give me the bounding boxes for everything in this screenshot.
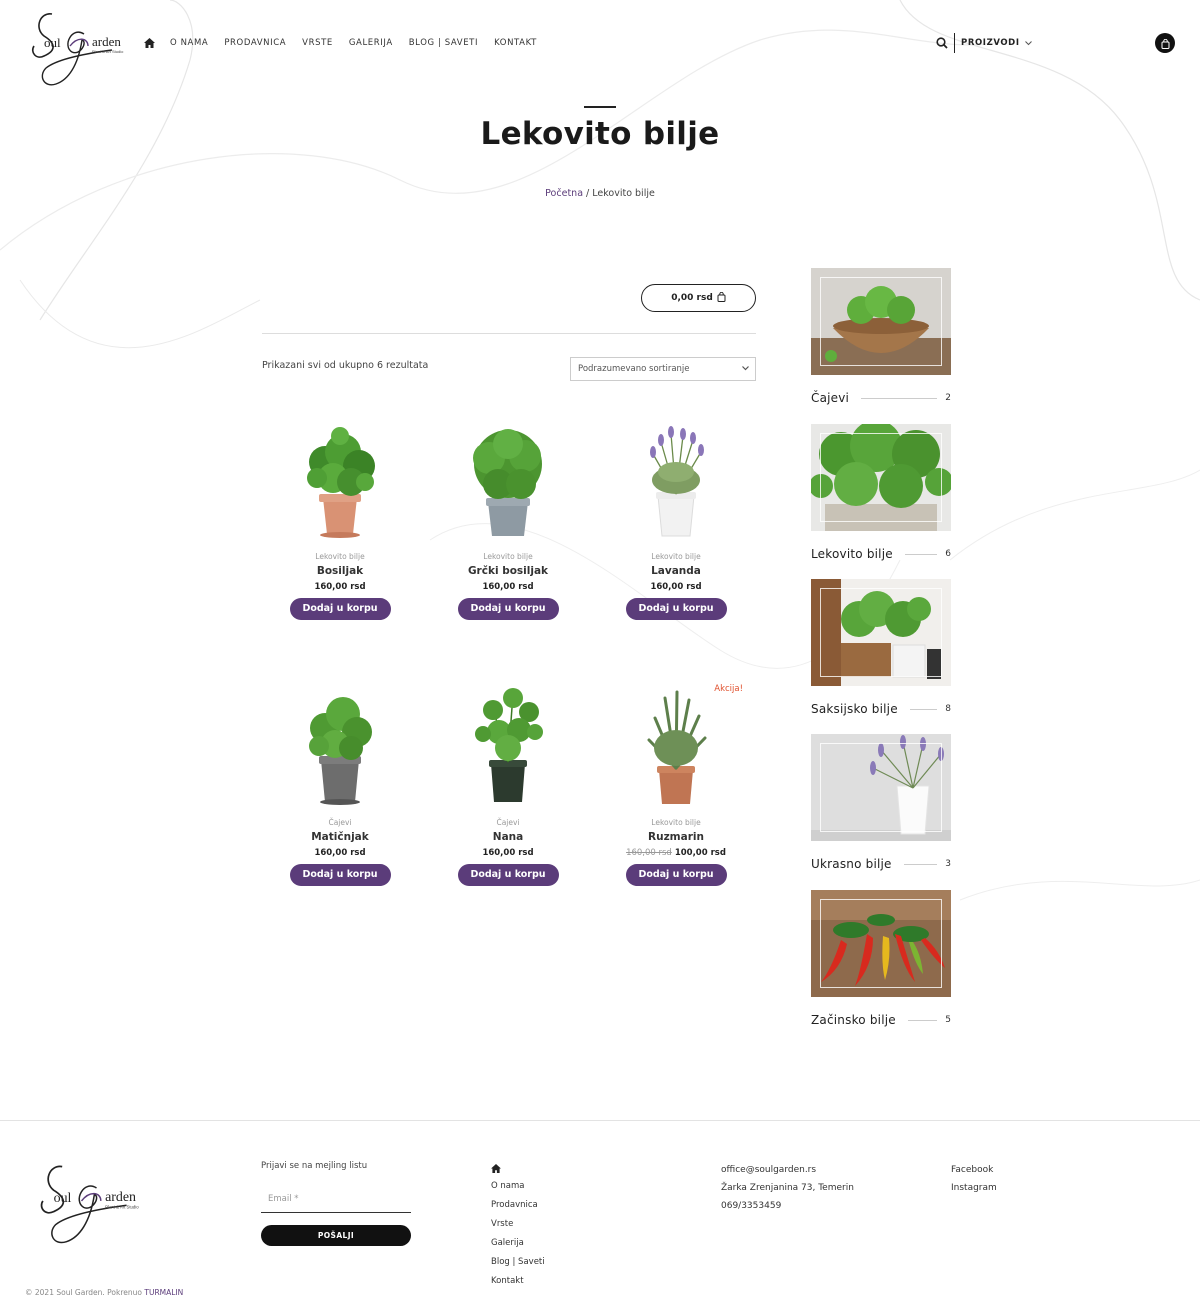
footer-logo[interactable] <box>30 1156 148 1248</box>
product-category: Lekovito bilje <box>483 552 533 561</box>
add-to-cart-button[interactable]: Dodaj u korpu <box>290 864 391 886</box>
header-tools <box>936 34 1032 52</box>
category-image[interactable] <box>811 890 951 997</box>
mini-cart-total: 0,00 rsd <box>671 293 713 303</box>
search-icon[interactable] <box>936 34 948 53</box>
category-count: 8 <box>945 704 951 714</box>
product-name[interactable]: Lavanda <box>651 565 701 577</box>
footer-links <box>491 1158 545 1286</box>
copyright <box>25 1288 183 1297</box>
contact-email[interactable]: office@soulgarden.rs <box>721 1165 817 1175</box>
footer-link-o-nama[interactable]: O nama <box>491 1181 525 1191</box>
product-price <box>433 582 583 592</box>
svg-text:arden: arden <box>105 1189 137 1205</box>
nav-galerija[interactable]: GALERIJA <box>348 38 393 48</box>
divider <box>954 33 955 53</box>
breadcrumb-current: Lekovito bilje <box>592 188 655 199</box>
footer-social <box>951 1161 997 1197</box>
product-category: Lekovito bilje <box>651 552 701 561</box>
footer-link-vrste[interactable]: Vrste <box>491 1219 514 1229</box>
product-card <box>265 688 415 886</box>
shop-divider <box>262 333 756 334</box>
product-price <box>265 848 415 858</box>
shopping-bag-icon <box>1161 34 1170 53</box>
breadcrumb-home[interactable]: Početna <box>545 188 584 199</box>
product-card <box>601 684 751 886</box>
category-image[interactable] <box>811 424 951 531</box>
product-image[interactable] <box>285 422 395 540</box>
product-image[interactable] <box>621 688 731 806</box>
product-price <box>601 582 751 592</box>
footer-link-galerija[interactable]: Galerija <box>491 1238 524 1248</box>
product-price <box>601 848 751 858</box>
category-card-zacinsko-bilje[interactable] <box>811 890 951 1027</box>
chevron-down-icon[interactable] <box>1025 39 1032 48</box>
category-count: 2 <box>945 393 951 403</box>
newsletter-send-button[interactable]: POŠALJI <box>261 1225 411 1246</box>
product-name[interactable]: Nana <box>492 831 524 843</box>
category-card-ukrasno-bilje[interactable] <box>811 734 951 871</box>
product-price <box>265 582 415 592</box>
product-current-price: 160,00 rsd <box>314 582 366 592</box>
product-price <box>433 848 583 858</box>
svg-text:arden: arden <box>92 34 121 49</box>
product-current-price: 160,00 rsd <box>482 582 534 592</box>
breadcrumb-separator: / <box>583 188 593 199</box>
main-nav <box>144 36 553 50</box>
product-current-price: 160,00 rsd <box>650 582 702 592</box>
category-image[interactable] <box>811 734 951 841</box>
product-name[interactable]: Matičnjak <box>311 831 369 843</box>
category-card-lekovito-bilje[interactable] <box>811 424 951 561</box>
sort-selected-value: Podrazumevano sortiranje <box>578 364 690 374</box>
products-menu[interactable]: PROIZVODI <box>961 38 1020 48</box>
product-card <box>265 422 415 620</box>
product-image[interactable] <box>285 688 395 806</box>
footer-divider <box>0 1120 1200 1121</box>
newsletter-label: Prijavi se na mejling listu <box>261 1161 368 1171</box>
home-icon[interactable] <box>144 36 158 50</box>
nav-o-nama[interactable]: O NAMA <box>170 38 209 48</box>
category-name[interactable]: Čajevi <box>811 391 850 405</box>
svg-text:Plant & Art Studio: Plant & Art Studio <box>105 1204 139 1210</box>
category-image[interactable] <box>811 579 951 686</box>
contact-address: Žarka Zrenjanina 73, Temerin <box>721 1183 854 1193</box>
nav-vrste[interactable]: VRSTE <box>302 38 333 48</box>
footer-link-prodavnica[interactable]: Prodavnica <box>491 1200 538 1210</box>
category-name[interactable]: Začinsko bilje <box>811 1013 896 1027</box>
product-category: Čajevi <box>328 818 352 827</box>
add-to-cart-button[interactable]: Dodaj u korpu <box>626 598 727 620</box>
svg-text:Plant & Art Studio: Plant & Art Studio <box>92 49 124 54</box>
footer-link-kontakt[interactable]: Kontakt <box>491 1276 524 1286</box>
chevron-down-icon <box>742 364 749 374</box>
product-card <box>433 688 583 886</box>
social-instagram-link[interactable]: Instagram <box>951 1183 997 1193</box>
title-accent-line <box>584 106 616 108</box>
svg-text:oul: oul <box>44 35 61 50</box>
add-to-cart-button[interactable]: Dodaj u korpu <box>458 864 559 886</box>
category-count: 6 <box>945 549 951 559</box>
site-logo[interactable] <box>22 6 132 88</box>
add-to-cart-button[interactable]: Dodaj u korpu <box>626 864 727 886</box>
page-title: Lekovito bilje <box>480 116 720 152</box>
product-current-price: 160,00 rsd <box>482 848 534 858</box>
product-image[interactable] <box>453 688 563 806</box>
category-count: 3 <box>945 859 951 869</box>
home-icon[interactable] <box>491 1158 545 1177</box>
product-name[interactable]: Ruzmarin <box>648 831 704 843</box>
product-image[interactable] <box>453 422 563 540</box>
copyright-text: © 2021 Soul Garden. Pokrenuo <box>25 1288 145 1297</box>
category-image[interactable] <box>811 268 951 375</box>
sort-select[interactable] <box>570 357 756 381</box>
product-image[interactable] <box>621 422 731 540</box>
category-name[interactable]: Saksijsko bilje <box>811 702 898 716</box>
copyright-brand-link[interactable]: TURMALIN <box>144 1288 184 1297</box>
product-current-price: 160,00 rsd <box>314 848 366 858</box>
add-to-cart-button[interactable]: Dodaj u korpu <box>458 598 559 620</box>
breadcrumb <box>0 188 1200 199</box>
add-to-cart-button[interactable]: Dodaj u korpu <box>290 598 391 620</box>
category-name[interactable]: Lekovito bilje <box>811 547 893 561</box>
category-card-saksijsko-bilje[interactable] <box>811 579 951 716</box>
nav-prodavnica[interactable]: PRODAVNICA <box>224 38 287 48</box>
product-current-price: 100,00 rsd <box>674 848 726 858</box>
contact-phone[interactable]: 069/3353459 <box>721 1201 782 1211</box>
newsletter-email-input[interactable]: Email * <box>261 1188 411 1213</box>
footer-contact <box>721 1161 854 1215</box>
category-count: 5 <box>945 1015 951 1025</box>
shopping-bag-icon <box>717 292 726 305</box>
cart-button[interactable] <box>1155 33 1175 53</box>
result-count: Prikazani svi od ukupno 6 rezultata <box>262 360 429 371</box>
footer-link-blog[interactable]: Blog | Saveti <box>491 1257 545 1267</box>
product-category: Lekovito bilje <box>315 552 365 561</box>
product-category: Lekovito bilje <box>651 818 701 827</box>
social-facebook-link[interactable]: Facebook <box>951 1165 994 1175</box>
nav-blog[interactable]: BLOG | SAVETI <box>408 38 479 48</box>
nav-kontakt[interactable]: KONTAKT <box>494 38 537 48</box>
category-name[interactable]: Ukrasno bilje <box>811 857 892 871</box>
product-card <box>601 422 751 620</box>
mini-cart-button[interactable] <box>641 284 756 312</box>
product-old-price: 160,00 rsd <box>626 848 672 858</box>
category-card-cajevi[interactable] <box>811 268 951 405</box>
product-name[interactable]: Bosiljak <box>316 565 364 577</box>
product-category: Čajevi <box>496 818 520 827</box>
product-name[interactable]: Grčki bosiljak <box>467 565 549 577</box>
svg-text:oul: oul <box>53 1191 72 1206</box>
sale-badge: Akcija! <box>714 684 743 694</box>
product-card <box>433 422 583 620</box>
